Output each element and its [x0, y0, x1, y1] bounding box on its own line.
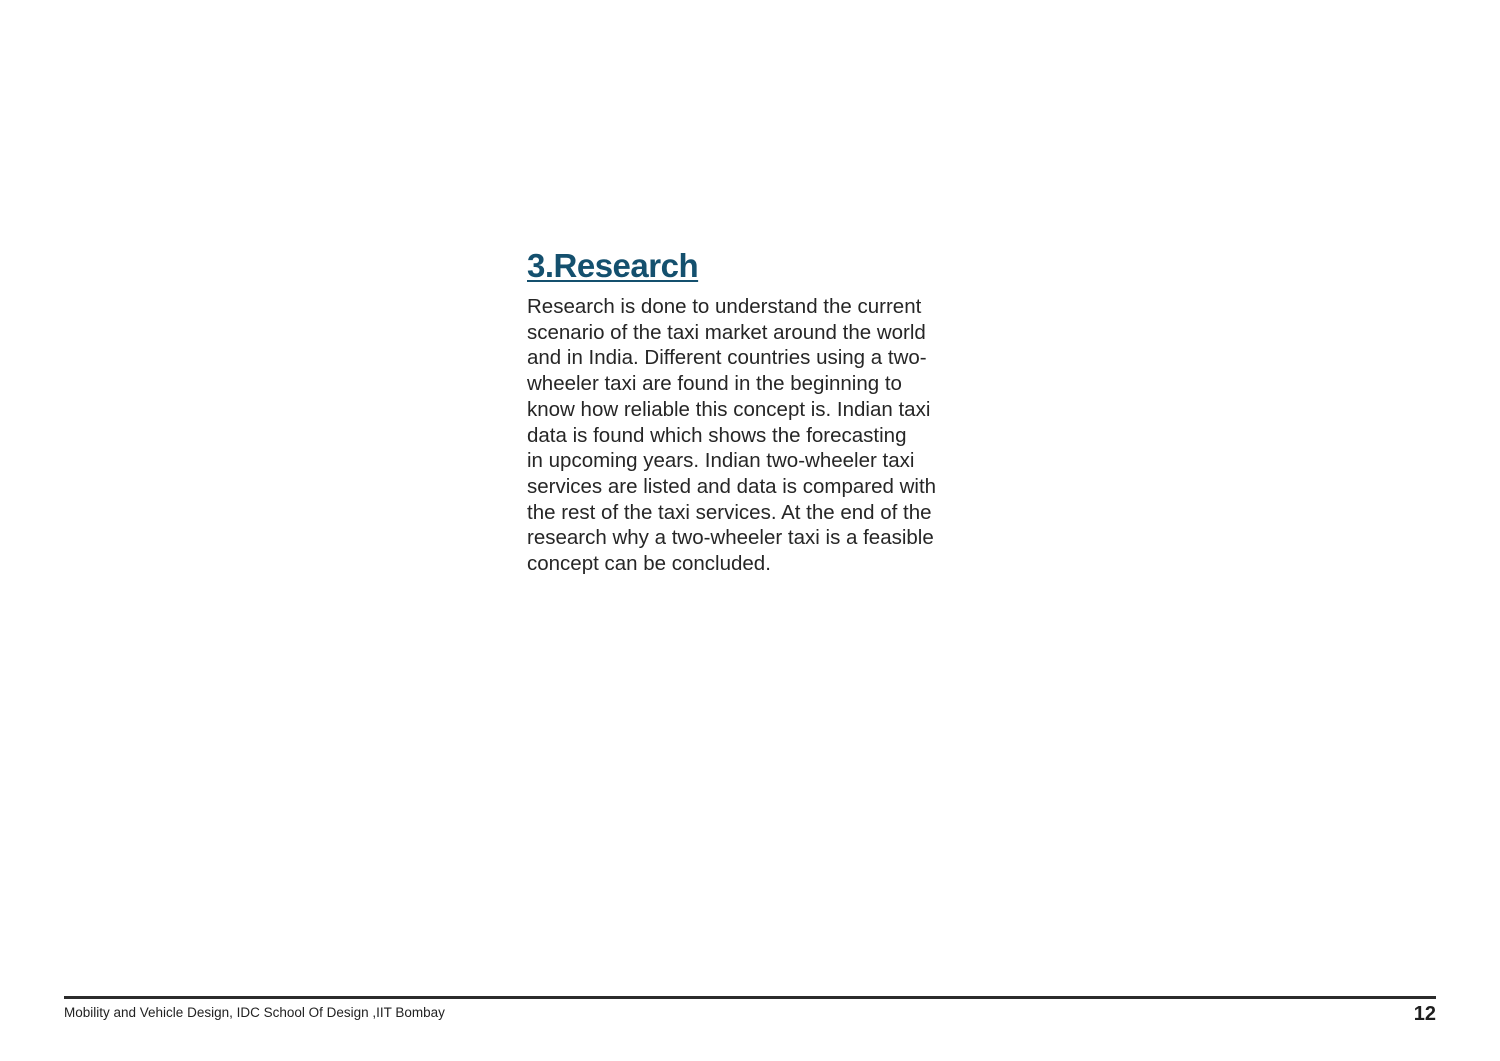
body-line: scenario of the taxi market around the world [527, 320, 926, 344]
page-number: 12 [1413, 1003, 1436, 1025]
body-line: data is found which shows the forecasting [527, 423, 907, 447]
section-title: 3.Research [527, 247, 699, 284]
body-line: in upcoming years. Indian two-wheeler taxi [527, 449, 915, 473]
body-line: services are listed and data is compared with [527, 474, 937, 498]
body-line: know how reliable this concept is. Indian taxi [527, 397, 931, 421]
footer-divider [64, 996, 1436, 999]
body-line: and in India. Different countries using a two- [527, 346, 927, 370]
research-section [527, 246, 967, 577]
body-line: Research is done to understand the current [527, 295, 922, 318]
body-line: wheeler taxi are found in the beginning to [527, 372, 902, 396]
body-line: the rest of the taxi services. At the end of the [527, 500, 932, 524]
section-body [527, 294, 967, 577]
body-line: research why a two-wheeler taxi is a feasible [527, 526, 934, 550]
footer-caption: Mobility and Vehicle Design, IDC School Of Design ,IIT Bombay [64, 1005, 445, 1020]
body-line: concept can be concluded. [527, 552, 771, 576]
